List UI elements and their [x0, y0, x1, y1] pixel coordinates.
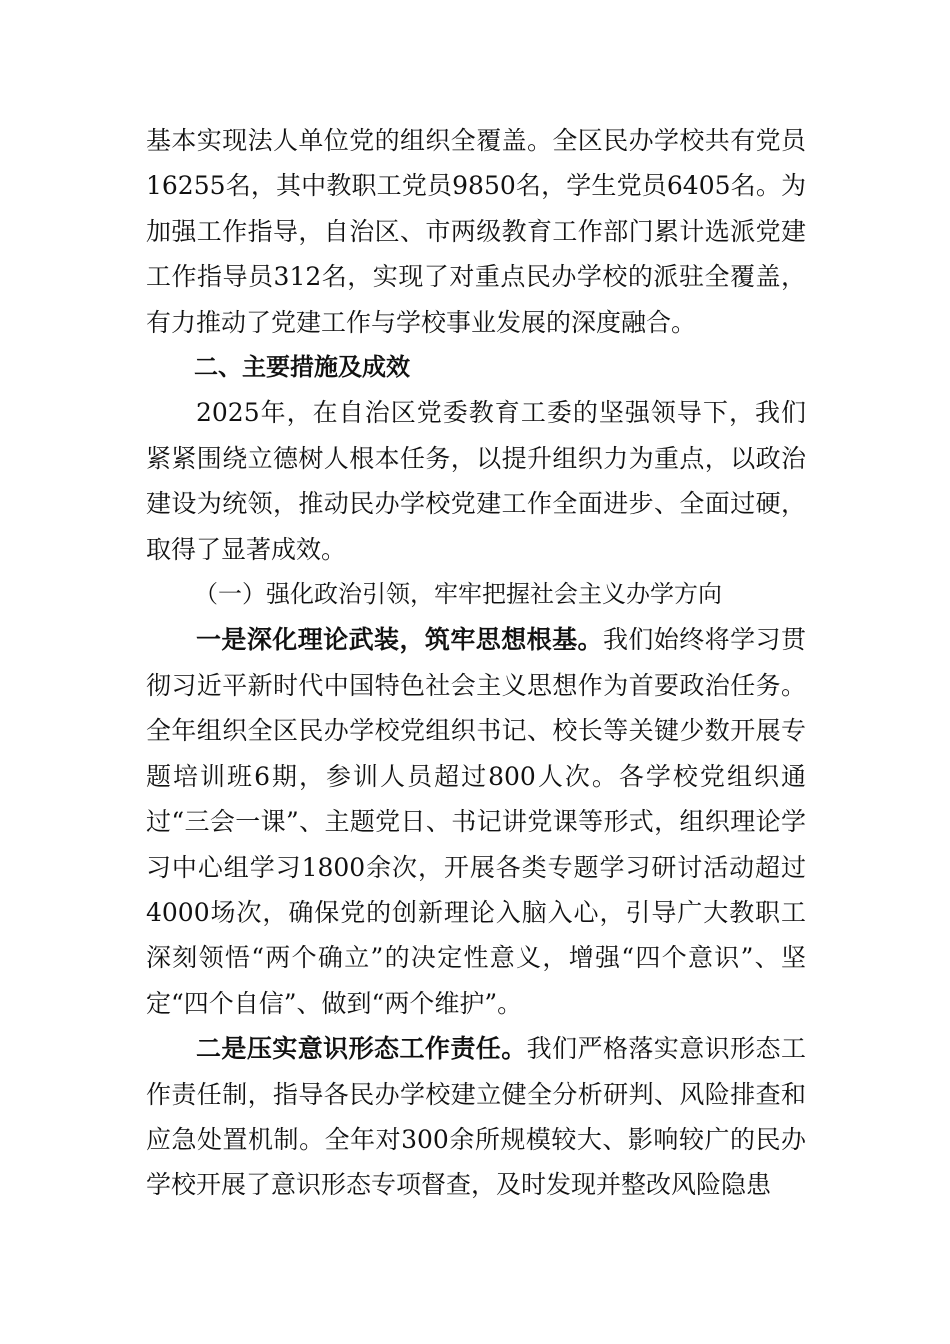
paragraph-theory-study [146, 617, 806, 1026]
subsection-heading-political-guidance: （一）强化政治引领，牢牢把握社会主义办学方向 [194, 580, 722, 609]
paragraph-party-membership: 基本实现法人单位党的组织全覆盖。全区民办学校共有党员16255名，其中教职工党员9850名，学生党员6405名。为加强工作指导，自治区、市两级教育工作部门累计选派党建工作指导员312名，实现了对重点民办学校的派驻全覆盖，有力推动了党建工作与学校事业发展的深度融合。 [146, 126, 806, 337]
paragraph-lead-theory-study: 一是深化理论武装，筑牢思想根基。 [196, 625, 603, 655]
paragraph-2025-overview: 2025年，在自治区党委教育工委的坚强领导下，我们紧紧围绕立德树人根本任务，以提升组织力为重点，以政治建设为统领，推动民办学校党建工作全面进步、全面过硬，取得了显著成效。 [146, 398, 806, 564]
document-body [146, 118, 806, 1208]
section-heading-main-measures: 二、主要措施及成效 [194, 353, 410, 382]
paragraph-lead-ideology: 二是压实意识形态工作责任。 [196, 1034, 527, 1064]
paragraph-text-theory-study: 我们始终将学习贯彻习近平新时代中国特色社会主义思想作为首要政治任务。全年组织全区民办学校党组织书记、校长等关键少数开展专题培训班6期，参训人员超过800人次。各学校党组织通过“三会一课”、主题党日、书记讲党课等形式，组织理论学习中心组学习1800余次，开展各类专题学习研讨活动超过4000场次，确保党的创新理论入脑入心，引导广大教职工深刻领悟“两个确立”的决定性意义，增强“四个意识”、坚定“四个自信”、做到“两个维护”。 [146, 625, 806, 1018]
paragraph-ideology-responsibility [146, 1026, 806, 1208]
paragraph-text-ideology: 我们严格落实意识形态工作责任制，指导各民办学校建立健全分析研判、风险排查和应急处置机制。全年对300余所规模较大、影响较广的民办学校开展了意识形态专项督查，及时发现并整改风险隐患 [146, 1034, 806, 1200]
